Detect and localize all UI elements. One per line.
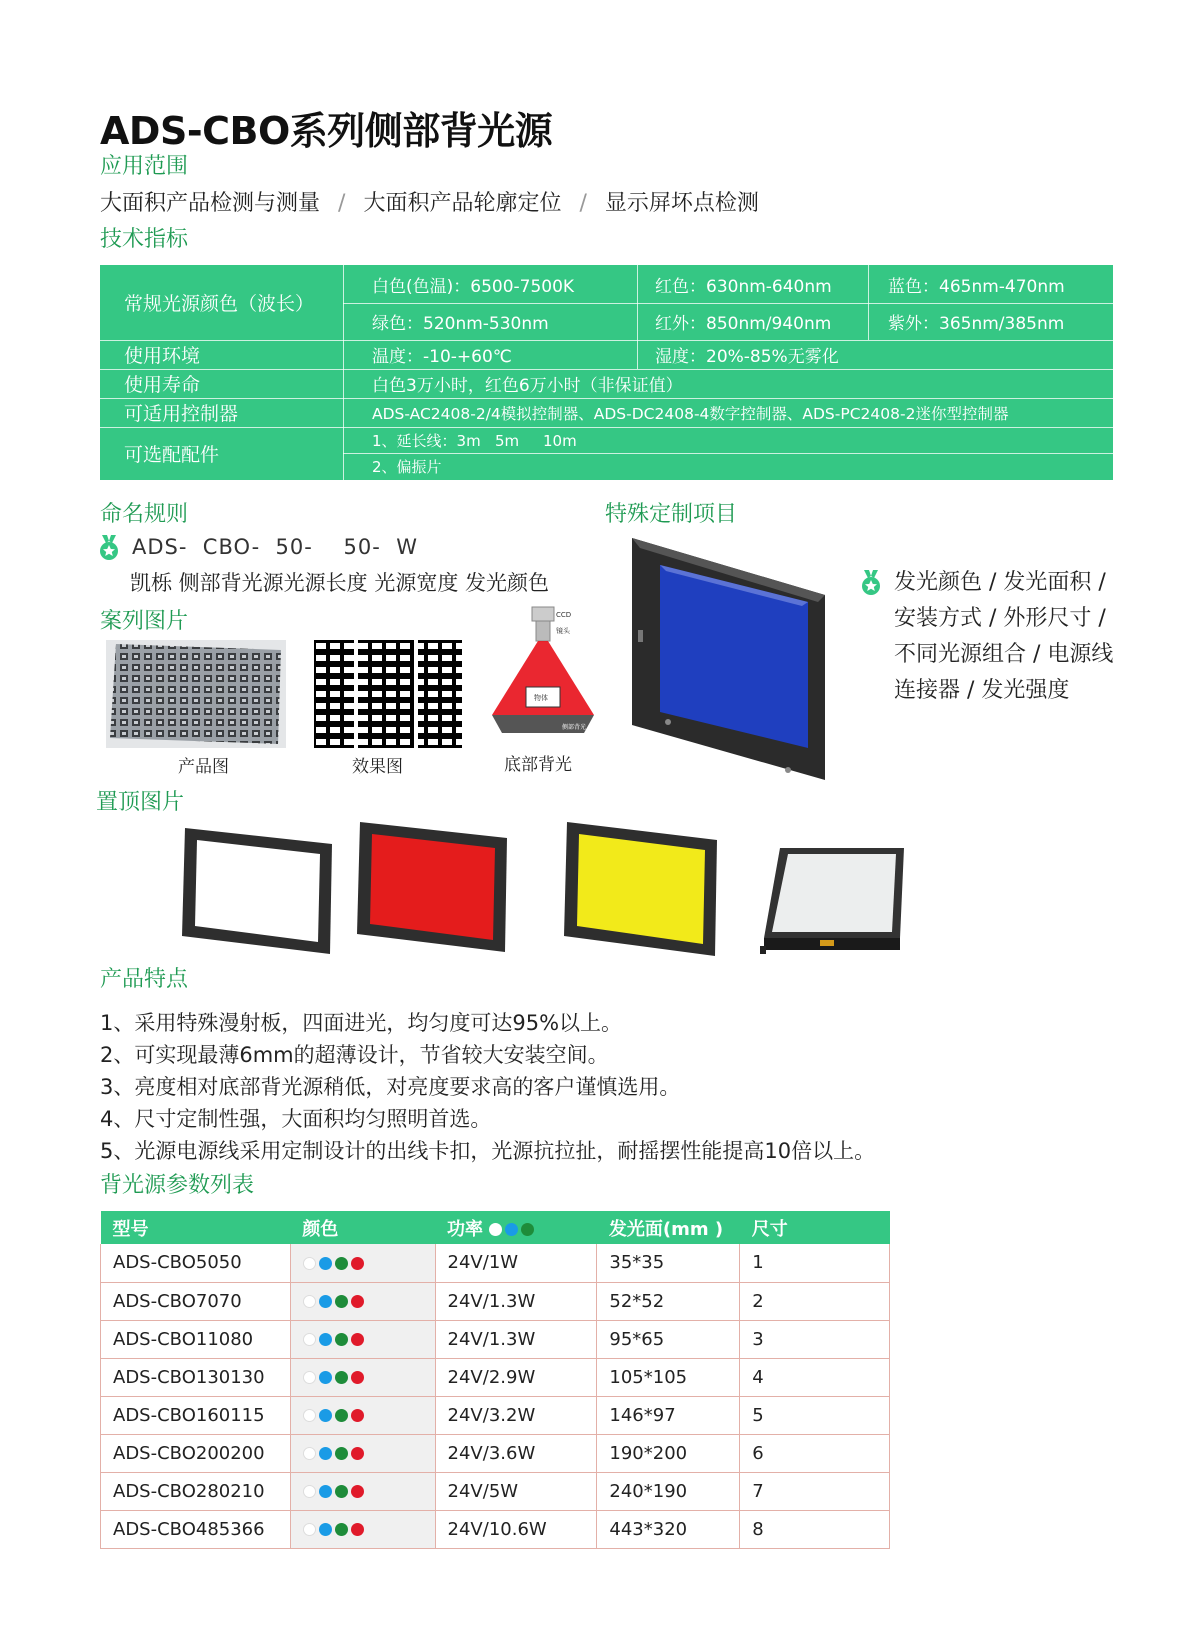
feature-item: 5、光源电源线采用定制设计的出线卡扣，光源抗拉扯，耐摇摆性能提高10倍以上。 xyxy=(100,1139,876,1163)
spec-uv: 紫外：365nm/385nm xyxy=(888,314,1065,334)
spec-label-ctrl: 可适用控制器 xyxy=(124,403,239,425)
red-dot-icon xyxy=(351,1257,364,1270)
side-backlight-label: 侧部背光 xyxy=(562,724,587,731)
red-dot-icon xyxy=(351,1295,364,1308)
cases-heading: 案列图片 xyxy=(100,609,189,634)
cell-area: 190*200 xyxy=(597,1434,740,1472)
cell-size: 2 xyxy=(740,1282,890,1320)
spec-ir: 红外：850nm/940nm xyxy=(655,314,832,334)
cell-power: 24V/1W xyxy=(435,1244,597,1282)
cell-area: 35*35 xyxy=(597,1244,740,1282)
cell-area: 95*65 xyxy=(597,1320,740,1358)
custom-items: 发光颜色 / 发光面积 / 安装方式 / 外形尺寸 / 不同光源组合 / 电源线连接器 / 发光强度 xyxy=(894,570,1114,703)
white-dot-icon xyxy=(303,1371,316,1384)
cell-model: ADS-CBO200200 xyxy=(101,1434,291,1472)
spec-acc2: 2、偏振片 xyxy=(372,458,442,476)
white-dot-icon xyxy=(303,1409,316,1422)
header-power: 功率 xyxy=(435,1211,597,1244)
cell-area: 105*105 xyxy=(597,1358,740,1396)
yellow-panel-image xyxy=(562,820,720,958)
spec-life: 白色3万小时，红色6万小时（非保证值） xyxy=(372,376,683,396)
green-dot-icon xyxy=(335,1333,348,1346)
cell-color xyxy=(290,1396,435,1434)
cell-power: 24V/3.2W xyxy=(435,1396,597,1434)
separator: / xyxy=(579,191,587,216)
white-dot-icon xyxy=(303,1257,316,1270)
cell-color xyxy=(290,1282,435,1320)
red-panel-image xyxy=(355,820,510,954)
blue-dot-icon xyxy=(319,1447,332,1460)
top-images-heading: 置顶图片 xyxy=(96,790,185,815)
red-dot-icon xyxy=(351,1333,364,1346)
naming-heading: 命名规则 xyxy=(100,502,189,527)
badge-icon xyxy=(860,570,882,596)
custom-heading: 特殊定制项目 xyxy=(605,502,738,527)
red-dot-icon xyxy=(351,1523,364,1536)
red-dot-icon xyxy=(351,1371,364,1384)
product-photo xyxy=(106,640,286,748)
application-item: 大面积产品轮廓定位 xyxy=(363,191,562,216)
features-list xyxy=(100,1007,875,1167)
green-dot-icon xyxy=(335,1295,348,1308)
cell-size: 8 xyxy=(740,1510,890,1548)
cell-power: 24V/1.3W xyxy=(435,1320,597,1358)
header-color: 颜色 xyxy=(290,1211,435,1244)
cell-power: 24V/2.9W xyxy=(435,1358,597,1396)
table-row xyxy=(101,1472,890,1510)
separator: / xyxy=(338,191,346,216)
backlight-product-image xyxy=(620,530,830,785)
caption-bottom: 底部背光 xyxy=(504,755,572,775)
spec-green: 绿色：520nm-530nm xyxy=(372,314,549,334)
table-row xyxy=(101,1282,890,1320)
table-row xyxy=(101,1358,890,1396)
blue-dot-icon xyxy=(319,1295,332,1308)
cell-size: 5 xyxy=(740,1396,890,1434)
table-row xyxy=(101,1320,890,1358)
white-dot-icon xyxy=(303,1447,316,1460)
application-heading: 应用范围 xyxy=(100,154,189,179)
table-row xyxy=(101,1510,890,1548)
green-dot-icon xyxy=(335,1371,348,1384)
spec-humidity: 湿度：20%-85%无雾化 xyxy=(655,347,839,367)
cell-color xyxy=(290,1358,435,1396)
spec-label-acc: 可选配配件 xyxy=(124,444,220,466)
table-row xyxy=(101,1244,890,1282)
object-label: 物体 xyxy=(534,694,548,702)
cell-model: ADS-CBO130130 xyxy=(101,1358,291,1396)
spec-table xyxy=(100,265,1113,480)
cell-color xyxy=(290,1320,435,1358)
white-dot-icon xyxy=(303,1485,316,1498)
header-size: 尺寸 xyxy=(740,1211,890,1244)
bottom-backlight-diagram xyxy=(484,605,604,747)
green-dot-icon xyxy=(335,1409,348,1422)
green-dot-icon xyxy=(335,1257,348,1270)
feature-item: 4、尺寸定制性强，大面积均匀照明首选。 xyxy=(100,1107,492,1131)
caption-product: 产品图 xyxy=(178,757,229,777)
red-dot-icon xyxy=(351,1409,364,1422)
spec-label-env: 使用环境 xyxy=(124,345,201,367)
feature-item: 3、亮度相对底部背光源稍低，对亮度要求高的客户谨慎选用。 xyxy=(100,1075,681,1099)
table-row xyxy=(101,1434,890,1472)
spec-white: 白色(色温)：6500-7500K xyxy=(372,276,575,297)
cell-color xyxy=(290,1510,435,1548)
white-lit-panel-image xyxy=(760,846,906,956)
naming-code: ADS- CBO- 50- 50- W xyxy=(132,535,418,559)
spec-label-life: 使用寿命 xyxy=(124,374,201,396)
cell-size: 3 xyxy=(740,1320,890,1358)
blue-dot-icon xyxy=(319,1523,332,1536)
white-panel-image xyxy=(180,826,335,956)
cell-power: 24V/1.3W xyxy=(435,1282,597,1320)
lens-label: 镜头 xyxy=(556,627,570,635)
param-header-row xyxy=(101,1211,890,1244)
white-dot-icon xyxy=(303,1333,316,1346)
application-item: 大面积产品检测与测量 xyxy=(100,191,321,216)
spec-label-color: 常规光源颜色（波长） xyxy=(124,293,315,315)
cell-color xyxy=(290,1244,435,1282)
cell-size: 6 xyxy=(740,1434,890,1472)
param-table xyxy=(100,1211,890,1549)
caption-effect: 效果图 xyxy=(352,757,403,777)
application-list xyxy=(100,186,759,217)
cell-model: ADS-CBO160115 xyxy=(101,1396,291,1434)
red-dot-icon xyxy=(351,1447,364,1460)
naming-desc: 凯栎 侧部背光源光源长度 光源宽度 发光颜色 xyxy=(130,571,550,595)
params-heading: 背光源参数列表 xyxy=(100,1173,255,1198)
red-dot-icon xyxy=(351,1485,364,1498)
spec-temp: 温度：-10-+60℃ xyxy=(372,347,512,367)
feature-item: 2、可实现最薄6mm的超薄设计，节省较大安装空间。 xyxy=(100,1043,609,1067)
cell-area: 240*190 xyxy=(597,1472,740,1510)
blue-dot-icon xyxy=(319,1371,332,1384)
spec-red: 红色：630nm-640nm xyxy=(655,276,832,297)
cell-model: ADS-CBO485366 xyxy=(101,1510,291,1548)
blue-dot-icon xyxy=(319,1257,332,1270)
cell-area: 146*97 xyxy=(597,1396,740,1434)
header-model: 型号 xyxy=(101,1211,291,1244)
cell-power: 24V/10.6W xyxy=(435,1510,597,1548)
cell-color xyxy=(290,1472,435,1510)
white-dot-icon xyxy=(303,1523,316,1536)
spec-acc1: 1、延长线：3m 5m 10m xyxy=(372,431,577,450)
cell-model: ADS-CBO11080 xyxy=(101,1320,291,1358)
badge-icon xyxy=(98,535,120,561)
cell-power: 24V/3.6W xyxy=(435,1434,597,1472)
table-row xyxy=(101,1396,890,1434)
cell-size: 7 xyxy=(740,1472,890,1510)
spec-ctrl: ADS-AC2408-2/4模拟控制器、ADS-DC2408-4数字控制器、ADS-PC2408-2迷你型控制器 xyxy=(372,404,1009,423)
spec-blue: 蓝色：465nm-470nm xyxy=(888,276,1065,297)
cell-color xyxy=(290,1434,435,1472)
cell-model: ADS-CBO280210 xyxy=(101,1472,291,1510)
green-dot-icon xyxy=(335,1447,348,1460)
green-dot-icon xyxy=(335,1485,348,1498)
features-heading: 产品特点 xyxy=(100,967,189,992)
application-item: 显示屏坏点检测 xyxy=(604,191,759,216)
white-dot-icon xyxy=(303,1295,316,1308)
effect-photo xyxy=(314,640,462,748)
tech-heading: 技术指标 xyxy=(100,227,189,252)
cell-area: 52*52 xyxy=(597,1282,740,1320)
cell-area: 443*320 xyxy=(597,1510,740,1548)
cell-size: 4 xyxy=(740,1358,890,1396)
blue-dot-icon xyxy=(319,1409,332,1422)
blue-dot-icon xyxy=(319,1485,332,1498)
cell-model: ADS-CBO7070 xyxy=(101,1282,291,1320)
cell-power: 24V/5W xyxy=(435,1472,597,1510)
cell-model: ADS-CBO5050 xyxy=(101,1244,291,1282)
blue-dot-icon xyxy=(319,1333,332,1346)
cell-size: 1 xyxy=(740,1244,890,1282)
ccd-label: CCD xyxy=(556,611,572,619)
feature-item: 1、采用特殊漫射板，四面进光，均匀度可达95%以上。 xyxy=(100,1011,623,1035)
green-dot-icon xyxy=(335,1523,348,1536)
header-area: 发光面(mm ) xyxy=(597,1211,740,1244)
page-title: ADS-CBO系列侧部背光源 xyxy=(100,109,553,153)
